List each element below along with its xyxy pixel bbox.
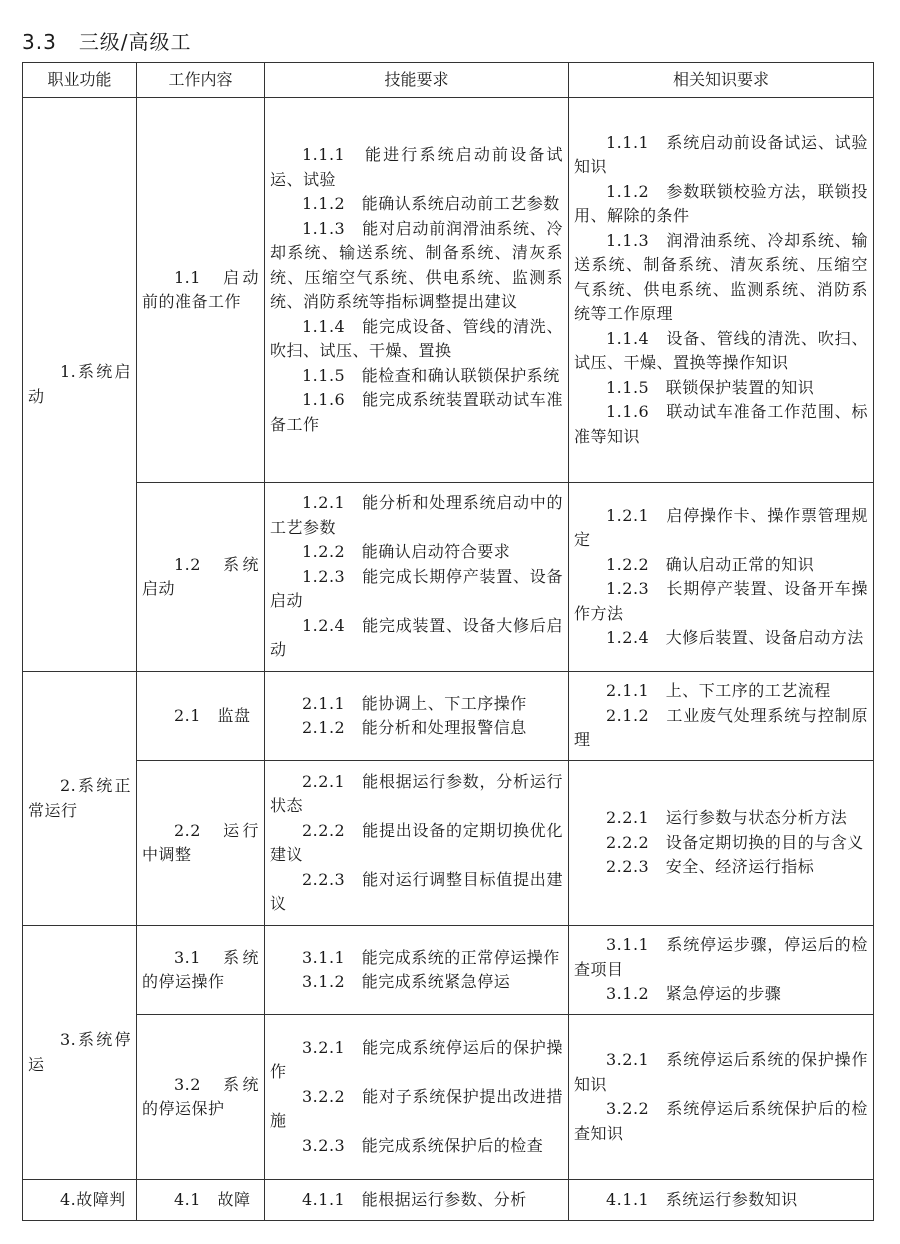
skill-item: 3.2.2 能对子系统保护提出改进措施 <box>270 1086 563 1131</box>
work-content-label: 2.2 运行中调整 <box>142 820 259 864</box>
knowledge-item: 2.2.2 设备定期切换的目的与含义 <box>606 832 864 852</box>
work-content-cell <box>137 926 265 1015</box>
function-label: 3.系统停运 <box>28 1030 131 1074</box>
knowledge-item: 3.1.2 紧急停运的步骤 <box>606 984 782 1004</box>
section-number: 3.3 <box>22 30 57 54</box>
skill-item: 2.2.2 能提出设备的定期切换优化建议 <box>270 820 563 864</box>
knowledge-item: 1.1.6 联动试车准备工作范围、标准等知识 <box>574 402 868 446</box>
skill-item: 1.2.4 能完成装置、设备大修后启动 <box>270 615 563 660</box>
header-function: 职业功能 <box>23 63 137 98</box>
function-label: 1.系统启动 <box>28 362 131 406</box>
work-content-label: 1.2 系统启动 <box>142 554 259 598</box>
skill-item: 2.2.3 能对运行调整目标值提出建议 <box>270 869 563 913</box>
skill-item: 1.1.1 能进行系统启动前设备试运、试验 <box>270 145 563 189</box>
skills-cell <box>265 1180 569 1221</box>
skill-item: 1.2.2 能确认启动符合要求 <box>302 542 511 562</box>
work-content-cell <box>137 761 265 926</box>
knowledge-item: 4.1.1 系统运行参数知识 <box>606 1189 798 1209</box>
header-knowledge-requirements: 相关知识要求 <box>569 63 874 98</box>
function-cell <box>23 1180 137 1221</box>
knowledge-item: 1.2.3 长期停产装置、设备开车操作方法 <box>574 579 868 623</box>
skill-item: 4.1.1 能根据运行参数、分析 <box>302 1189 527 1209</box>
function-label: 2.系统正常运行 <box>28 776 131 820</box>
knowledge-item: 3.2.2 系统停运后系统保护后的检查知识 <box>574 1099 868 1143</box>
knowledge-item: 3.1.1 系统停运步骤，停运后的检查项目 <box>574 935 868 979</box>
knowledge-item: 1.1.4 设备、管线的清洗、吹扫、试压、干燥、置换等操作知识 <box>574 328 868 373</box>
skill-standard-table <box>22 62 874 1221</box>
work-content-cell <box>137 483 265 672</box>
table-row <box>23 926 874 1015</box>
knowledge-cell <box>569 926 874 1015</box>
work-content-cell <box>137 98 265 483</box>
knowledge-item: 2.2.1 运行参数与状态分析方法 <box>606 808 848 828</box>
skills-cell <box>265 761 569 926</box>
work-content-label: 3.1 系统的停运操作 <box>142 947 259 991</box>
skill-item: 2.2.1 能根据运行参数，分析运行状态 <box>270 771 563 815</box>
skills-cell <box>265 1015 569 1180</box>
work-content-cell <box>137 1180 265 1221</box>
knowledge-item: 3.2.1 系统停运后系统的保护操作知识 <box>574 1050 868 1094</box>
work-content-label: 3.2 系统的停运保护 <box>142 1074 259 1118</box>
header-skill-requirements: 技能要求 <box>265 63 569 98</box>
skill-item: 1.1.5 能检查和确认联锁保护系统 <box>302 365 560 385</box>
knowledge-item: 1.1.2 参数联锁校验方法，联锁投用、解除的条件 <box>574 181 868 226</box>
function-label: 4.故障判 <box>60 1189 126 1209</box>
knowledge-item: 2.1.2 工业废气处理系统与控制原理 <box>574 705 868 750</box>
table-row <box>23 1180 874 1221</box>
table-row <box>23 1015 874 1180</box>
table-row <box>23 483 874 672</box>
knowledge-cell <box>569 1015 874 1180</box>
header-work-content: 工作内容 <box>137 63 265 98</box>
section-title: 三级/高级工 <box>78 30 192 54</box>
knowledge-item: 1.2.1 启停操作卡、操作票管理规定 <box>574 505 868 549</box>
skill-item: 1.1.6 能完成系统装置联动试车准备工作 <box>270 390 563 434</box>
knowledge-cell <box>569 761 874 926</box>
knowledge-cell <box>569 1180 874 1221</box>
function-cell <box>23 926 137 1180</box>
function-cell <box>23 98 137 672</box>
skill-item: 1.1.2 能确认系统启动前工艺参数 <box>302 194 560 213</box>
knowledge-item: 1.2.4 大修后装置、设备启动方法 <box>606 628 864 647</box>
section-heading <box>22 26 192 55</box>
table-row <box>23 761 874 926</box>
skills-cell <box>265 926 569 1015</box>
skill-item: 3.1.2 能完成系统紧急停运 <box>302 972 511 991</box>
table-row <box>23 98 874 483</box>
work-content-label: 4.1 故障 <box>174 1189 251 1209</box>
knowledge-item: 1.1.5 联锁保护装置的知识 <box>606 377 815 397</box>
table-header-row <box>23 63 874 98</box>
work-content-label: 1.1 启动前的准备工作 <box>142 267 259 311</box>
table-row <box>23 672 874 761</box>
skill-item: 1.1.3 能对启动前润滑油系统、冷却系统、输送系统、制备系统、清灰系统、压缩空气系统、供电系统、监测系统、消防系统等指标调整提出建议 <box>270 218 563 311</box>
skill-item: 2.1.1 能协调上、下工序操作 <box>302 693 527 713</box>
knowledge-item: 2.2.3 安全、经济运行指标 <box>606 857 815 877</box>
function-cell <box>23 672 137 926</box>
skill-item: 3.2.1 能完成系统停运后的保护操作 <box>270 1037 563 1082</box>
knowledge-item: 1.1.1 系统启动前设备试运、试验知识 <box>574 132 868 177</box>
knowledge-item: 1.1.3 润滑油系统、冷却系统、输送系统、制备系统、清灰系统、压缩空气系统、供电系统、监测系统、消防系统等工作原理 <box>574 230 868 324</box>
skill-item: 3.2.3 能完成系统保护后的检查 <box>302 1135 544 1155</box>
knowledge-cell <box>569 483 874 672</box>
work-content-label: 2.1 监盘 <box>174 705 251 725</box>
knowledge-item: 1.2.2 确认启动正常的知识 <box>606 554 815 574</box>
work-content-cell <box>137 672 265 761</box>
skills-cell <box>265 98 569 483</box>
skill-item: 1.2.3 能完成长期停产装置、设备启动 <box>270 566 563 611</box>
skill-item: 2.1.2 能分析和处理报警信息 <box>302 718 527 737</box>
knowledge-cell <box>569 672 874 761</box>
skills-cell <box>265 672 569 761</box>
knowledge-item: 2.1.1 上、下工序的工艺流程 <box>606 681 831 701</box>
skill-item: 3.1.1 能完成系统的正常停运操作 <box>302 947 560 967</box>
skill-item: 1.2.1 能分析和处理系统启动中的工艺参数 <box>270 493 563 537</box>
work-content-cell <box>137 1015 265 1180</box>
skills-cell <box>265 483 569 672</box>
knowledge-cell <box>569 98 874 483</box>
skill-item: 1.1.4 能完成设备、管线的清洗、吹扫、试压、干燥、置换 <box>270 316 563 360</box>
